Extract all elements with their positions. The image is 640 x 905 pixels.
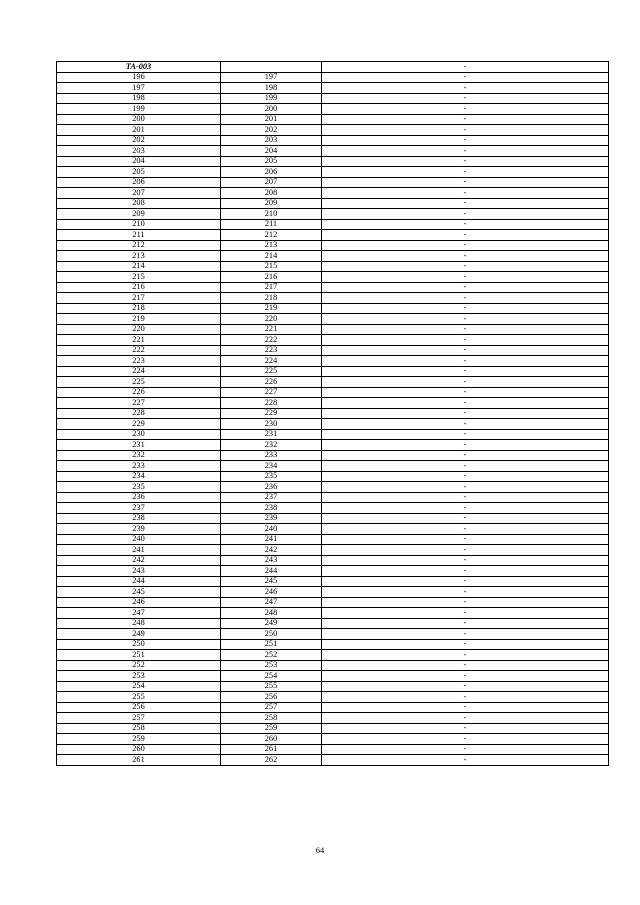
- cell-start: 241: [57, 545, 221, 556]
- table-row: [57, 177, 609, 188]
- cell-start: 209: [57, 209, 221, 220]
- table-row: [57, 377, 609, 388]
- cell-end: 218: [221, 293, 322, 304]
- cell-value: -: [322, 587, 609, 598]
- cell-end: 250: [221, 629, 322, 640]
- cell-value: -: [322, 618, 609, 629]
- cell-end: 247: [221, 597, 322, 608]
- table-row: [57, 482, 609, 493]
- table-row: [57, 744, 609, 755]
- cell-start: 221: [57, 335, 221, 346]
- cell-value: -: [322, 167, 609, 178]
- header-cell-empty: [221, 62, 322, 73]
- table-row: [57, 492, 609, 503]
- cell-value: -: [322, 240, 609, 251]
- table-row: [57, 597, 609, 608]
- table-row: [57, 366, 609, 377]
- cell-value: -: [322, 93, 609, 104]
- cell-value: -: [322, 755, 609, 766]
- table-row: [57, 219, 609, 230]
- cell-end: 258: [221, 713, 322, 724]
- cell-end: 236: [221, 482, 322, 493]
- table-row: [57, 335, 609, 346]
- cell-value: -: [322, 723, 609, 734]
- table-row: [57, 639, 609, 650]
- cell-value: -: [322, 261, 609, 272]
- cell-end: 201: [221, 114, 322, 125]
- table-row: [57, 135, 609, 146]
- cell-start: 240: [57, 534, 221, 545]
- table-row: [57, 209, 609, 220]
- cell-end: 231: [221, 429, 322, 440]
- table-row: [57, 167, 609, 178]
- cell-end: 248: [221, 608, 322, 619]
- cell-end: 204: [221, 146, 322, 157]
- table-row: [57, 713, 609, 724]
- cell-value: -: [322, 681, 609, 692]
- table-row: [57, 608, 609, 619]
- cell-value: -: [322, 188, 609, 199]
- cell-end: 225: [221, 366, 322, 377]
- cell-value: -: [322, 293, 609, 304]
- cell-value: -: [322, 608, 609, 619]
- cell-start: 253: [57, 671, 221, 682]
- cell-value: -: [322, 534, 609, 545]
- cell-start: 231: [57, 440, 221, 451]
- cell-end: 251: [221, 639, 322, 650]
- cell-start: 201: [57, 125, 221, 136]
- cell-value: -: [322, 356, 609, 367]
- cell-start: 236: [57, 492, 221, 503]
- cell-end: 230: [221, 419, 322, 430]
- cell-end: 212: [221, 230, 322, 241]
- cell-start: 225: [57, 377, 221, 388]
- table-row: [57, 198, 609, 209]
- cell-start: 235: [57, 482, 221, 493]
- table-row: [57, 513, 609, 524]
- data-table: [56, 61, 609, 766]
- cell-end: 228: [221, 398, 322, 409]
- table-row: [57, 471, 609, 482]
- cell-start: 214: [57, 261, 221, 272]
- cell-start: 215: [57, 272, 221, 283]
- table-row: [57, 702, 609, 713]
- cell-end: 197: [221, 72, 322, 83]
- cell-start: 238: [57, 513, 221, 524]
- cell-end: 215: [221, 261, 322, 272]
- table-row: [57, 293, 609, 304]
- cell-end: 202: [221, 125, 322, 136]
- header-cell-dash: -: [322, 62, 609, 73]
- cell-start: 196: [57, 72, 221, 83]
- table-row: [57, 356, 609, 367]
- cell-end: 198: [221, 83, 322, 94]
- table-row: [57, 345, 609, 356]
- table-row: [57, 681, 609, 692]
- cell-value: -: [322, 408, 609, 419]
- cell-start: 229: [57, 419, 221, 430]
- cell-value: -: [322, 104, 609, 115]
- table-row: [57, 650, 609, 661]
- table-row: [57, 576, 609, 587]
- cell-end: 260: [221, 734, 322, 745]
- cell-value: -: [322, 671, 609, 682]
- cell-end: 256: [221, 692, 322, 703]
- cell-value: -: [322, 72, 609, 83]
- cell-start: 220: [57, 324, 221, 335]
- cell-start: 208: [57, 198, 221, 209]
- cell-value: -: [322, 377, 609, 388]
- cell-end: 217: [221, 282, 322, 293]
- cell-value: -: [322, 314, 609, 325]
- cell-start: 242: [57, 555, 221, 566]
- cell-value: -: [322, 734, 609, 745]
- cell-value: -: [322, 650, 609, 661]
- cell-start: 257: [57, 713, 221, 724]
- cell-value: -: [322, 450, 609, 461]
- cell-end: 223: [221, 345, 322, 356]
- table-row: [57, 408, 609, 419]
- table-row: [57, 587, 609, 598]
- cell-value: -: [322, 545, 609, 556]
- cell-start: 210: [57, 219, 221, 230]
- table-row: [57, 230, 609, 241]
- cell-start: 256: [57, 702, 221, 713]
- cell-start: 217: [57, 293, 221, 304]
- cell-end: 205: [221, 156, 322, 167]
- page-number: 64: [315, 845, 325, 855]
- cell-end: 261: [221, 744, 322, 755]
- cell-value: -: [322, 198, 609, 209]
- cell-value: -: [322, 503, 609, 514]
- table-row: [57, 419, 609, 430]
- cell-value: -: [322, 125, 609, 136]
- cell-value: -: [322, 230, 609, 241]
- cell-end: 240: [221, 524, 322, 535]
- cell-value: -: [322, 366, 609, 377]
- cell-start: 211: [57, 230, 221, 241]
- table-row: [57, 72, 609, 83]
- cell-start: 246: [57, 597, 221, 608]
- cell-end: 259: [221, 723, 322, 734]
- cell-value: -: [322, 524, 609, 535]
- cell-end: 227: [221, 387, 322, 398]
- table-row: [57, 461, 609, 472]
- cell-end: 220: [221, 314, 322, 325]
- table-row: [57, 618, 609, 629]
- cell-end: 235: [221, 471, 322, 482]
- cell-end: 216: [221, 272, 322, 283]
- cell-value: -: [322, 660, 609, 671]
- table-row: [57, 188, 609, 199]
- cell-end: 243: [221, 555, 322, 566]
- cell-start: 258: [57, 723, 221, 734]
- cell-value: -: [322, 303, 609, 314]
- cell-start: 222: [57, 345, 221, 356]
- cell-end: 206: [221, 167, 322, 178]
- cell-start: 233: [57, 461, 221, 472]
- cell-end: 224: [221, 356, 322, 367]
- table-row: [57, 146, 609, 157]
- cell-value: -: [322, 177, 609, 188]
- cell-value: -: [322, 219, 609, 230]
- table-row: [57, 734, 609, 745]
- table-row: [57, 534, 609, 545]
- table-header-row: [57, 62, 609, 73]
- cell-end: 257: [221, 702, 322, 713]
- cell-start: 230: [57, 429, 221, 440]
- cell-value: -: [322, 398, 609, 409]
- cell-value: -: [322, 282, 609, 293]
- cell-end: 246: [221, 587, 322, 598]
- cell-end: 213: [221, 240, 322, 251]
- cell-start: 234: [57, 471, 221, 482]
- cell-end: 239: [221, 513, 322, 524]
- cell-start: 219: [57, 314, 221, 325]
- table-row: [57, 93, 609, 104]
- cell-end: 232: [221, 440, 322, 451]
- cell-value: -: [322, 713, 609, 724]
- cell-value: -: [322, 471, 609, 482]
- table-row: [57, 314, 609, 325]
- cell-end: 255: [221, 681, 322, 692]
- cell-start: 249: [57, 629, 221, 640]
- cell-value: -: [322, 576, 609, 587]
- table-row: [57, 429, 609, 440]
- cell-value: -: [322, 492, 609, 503]
- table-row: [57, 104, 609, 115]
- cell-start: 250: [57, 639, 221, 650]
- cell-start: 244: [57, 576, 221, 587]
- table-row: [57, 387, 609, 398]
- cell-start: 254: [57, 681, 221, 692]
- table-row: [57, 503, 609, 514]
- cell-value: -: [322, 440, 609, 451]
- cell-end: 199: [221, 93, 322, 104]
- table-row: [57, 671, 609, 682]
- cell-start: 251: [57, 650, 221, 661]
- table-row: [57, 282, 609, 293]
- cell-start: 198: [57, 93, 221, 104]
- cell-end: 207: [221, 177, 322, 188]
- cell-start: 224: [57, 366, 221, 377]
- cell-end: 237: [221, 492, 322, 503]
- cell-value: -: [322, 744, 609, 755]
- cell-end: 219: [221, 303, 322, 314]
- cell-value: -: [322, 482, 609, 493]
- cell-end: 210: [221, 209, 322, 220]
- table-row: [57, 660, 609, 671]
- cell-start: 259: [57, 734, 221, 745]
- cell-end: 241: [221, 534, 322, 545]
- cell-end: 229: [221, 408, 322, 419]
- cell-start: 213: [57, 251, 221, 262]
- cell-start: 261: [57, 755, 221, 766]
- cell-value: -: [322, 555, 609, 566]
- table-row: [57, 450, 609, 461]
- table-row: [57, 692, 609, 703]
- cell-end: 214: [221, 251, 322, 262]
- cell-value: -: [322, 692, 609, 703]
- table-row: [57, 629, 609, 640]
- cell-end: 208: [221, 188, 322, 199]
- cell-end: 238: [221, 503, 322, 514]
- cell-start: 199: [57, 104, 221, 115]
- table-row: [57, 83, 609, 94]
- cell-start: 247: [57, 608, 221, 619]
- table-row: [57, 755, 609, 766]
- cell-value: -: [322, 272, 609, 283]
- cell-start: 252: [57, 660, 221, 671]
- table-body: [57, 62, 609, 766]
- cell-value: -: [322, 345, 609, 356]
- cell-value: -: [322, 702, 609, 713]
- cell-start: 245: [57, 587, 221, 598]
- cell-start: 204: [57, 156, 221, 167]
- cell-end: 221: [221, 324, 322, 335]
- cell-end: 203: [221, 135, 322, 146]
- cell-start: 239: [57, 524, 221, 535]
- cell-end: 245: [221, 576, 322, 587]
- table-row: [57, 125, 609, 136]
- cell-end: 254: [221, 671, 322, 682]
- table-row: [57, 524, 609, 535]
- header-cell-id: TA-003: [57, 62, 221, 73]
- cell-value: -: [322, 156, 609, 167]
- cell-start: 206: [57, 177, 221, 188]
- cell-start: 255: [57, 692, 221, 703]
- table-row: [57, 261, 609, 272]
- cell-end: 200: [221, 104, 322, 115]
- cell-end: 209: [221, 198, 322, 209]
- cell-end: 233: [221, 450, 322, 461]
- table-row: [57, 324, 609, 335]
- cell-value: -: [322, 387, 609, 398]
- cell-end: 253: [221, 660, 322, 671]
- cell-value: -: [322, 639, 609, 650]
- cell-value: -: [322, 429, 609, 440]
- cell-start: 218: [57, 303, 221, 314]
- cell-start: 207: [57, 188, 221, 199]
- cell-start: 216: [57, 282, 221, 293]
- cell-start: 248: [57, 618, 221, 629]
- table-row: [57, 272, 609, 283]
- cell-end: 252: [221, 650, 322, 661]
- cell-start: 205: [57, 167, 221, 178]
- cell-value: -: [322, 629, 609, 640]
- table-row: [57, 251, 609, 262]
- cell-start: 203: [57, 146, 221, 157]
- cell-start: 200: [57, 114, 221, 125]
- cell-value: -: [322, 566, 609, 577]
- cell-value: -: [322, 324, 609, 335]
- cell-start: 223: [57, 356, 221, 367]
- cell-end: 226: [221, 377, 322, 388]
- cell-start: 226: [57, 387, 221, 398]
- cell-value: -: [322, 597, 609, 608]
- cell-value: -: [322, 419, 609, 430]
- table-row: [57, 303, 609, 314]
- cell-start: 227: [57, 398, 221, 409]
- table-row: [57, 114, 609, 125]
- cell-value: -: [322, 251, 609, 262]
- cell-value: -: [322, 83, 609, 94]
- table-row: [57, 398, 609, 409]
- cell-end: 249: [221, 618, 322, 629]
- cell-value: -: [322, 209, 609, 220]
- cell-end: 222: [221, 335, 322, 346]
- cell-value: -: [322, 461, 609, 472]
- table-row: [57, 566, 609, 577]
- cell-start: 197: [57, 83, 221, 94]
- table-row: [57, 555, 609, 566]
- cell-start: 237: [57, 503, 221, 514]
- cell-value: -: [322, 513, 609, 524]
- cell-value: -: [322, 146, 609, 157]
- table-row: [57, 440, 609, 451]
- cell-end: 242: [221, 545, 322, 556]
- cell-start: 260: [57, 744, 221, 755]
- cell-end: 234: [221, 461, 322, 472]
- cell-end: 211: [221, 219, 322, 230]
- cell-end: 262: [221, 755, 322, 766]
- table-row: [57, 240, 609, 251]
- table-row: [57, 156, 609, 167]
- cell-value: -: [322, 135, 609, 146]
- cell-value: -: [322, 335, 609, 346]
- cell-end: 244: [221, 566, 322, 577]
- table-row: [57, 545, 609, 556]
- table-row: [57, 723, 609, 734]
- cell-start: 212: [57, 240, 221, 251]
- cell-start: 243: [57, 566, 221, 577]
- cell-start: 202: [57, 135, 221, 146]
- cell-start: 232: [57, 450, 221, 461]
- cell-value: -: [322, 114, 609, 125]
- cell-start: 228: [57, 408, 221, 419]
